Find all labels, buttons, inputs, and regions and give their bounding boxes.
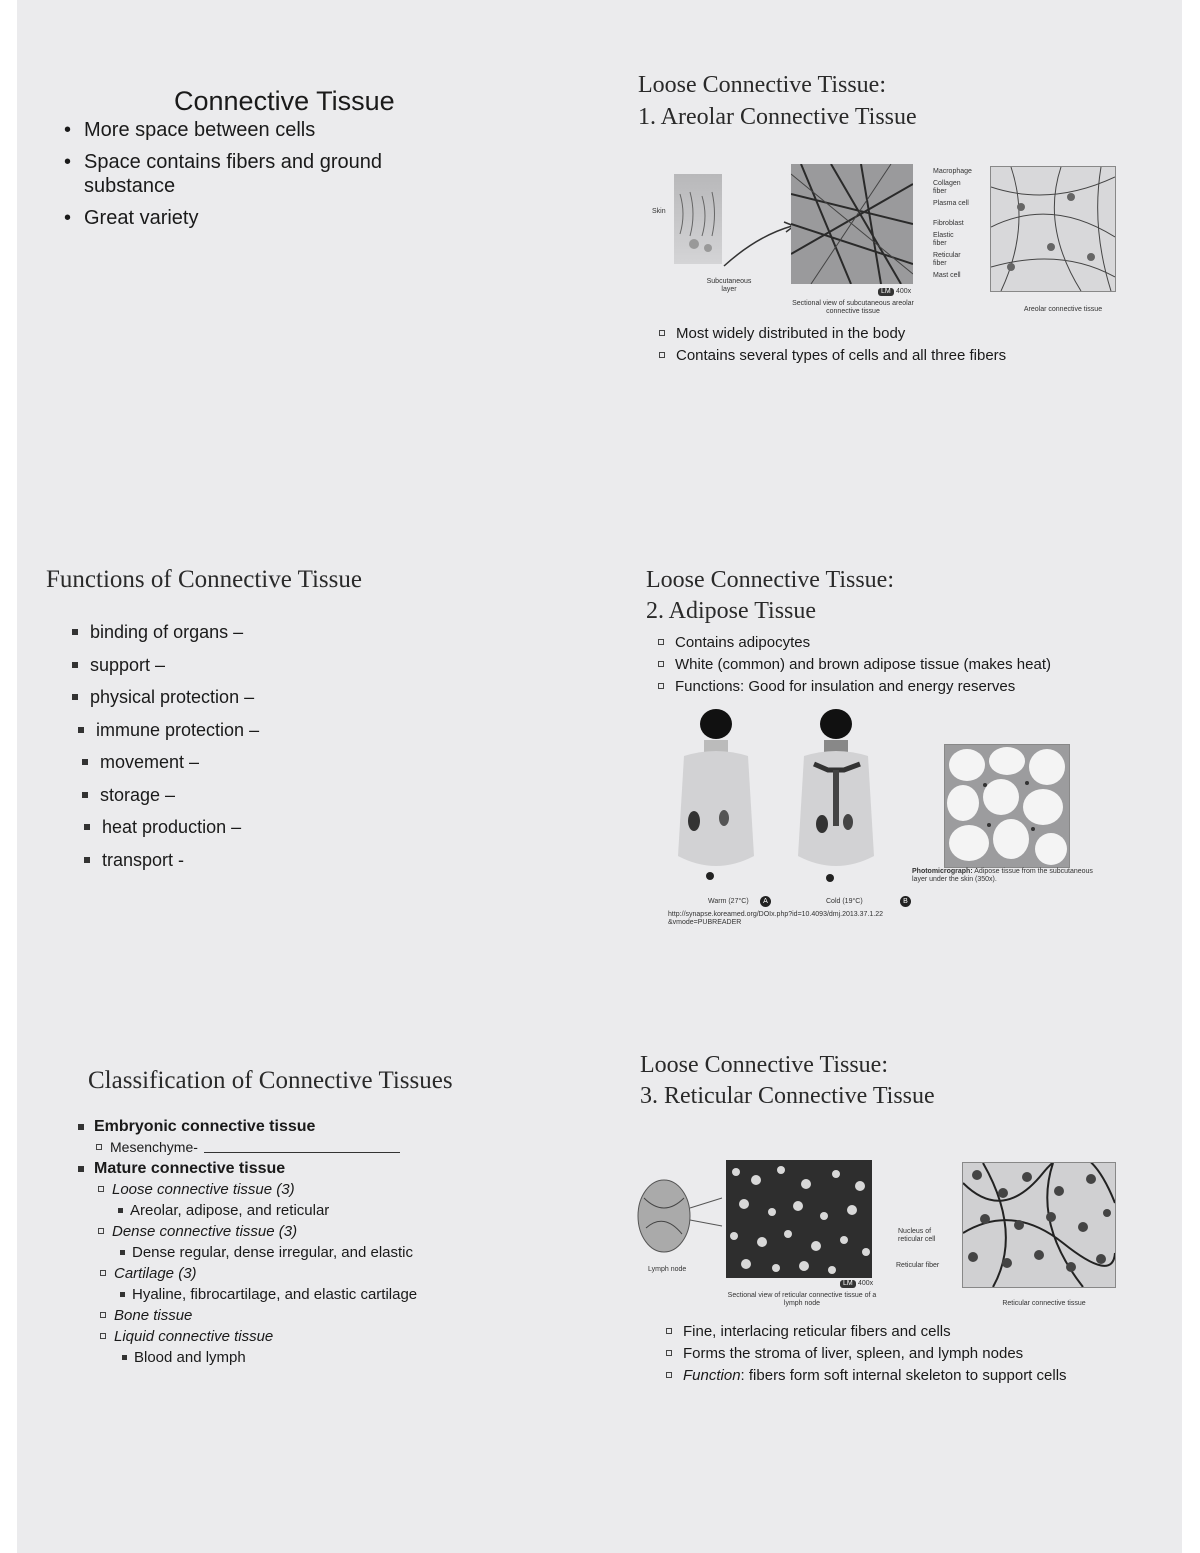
reticular-micrograph: [726, 1160, 872, 1278]
reticular-lm-text: LM: [843, 1280, 853, 1287]
callout-label: Plasma cell: [933, 200, 969, 207]
reticular-drawing: [962, 1162, 1116, 1288]
lymph-node-label: Lymph node: [648, 1266, 687, 1273]
slide6-title-line2: 3. Reticular Connective Tissue: [640, 1083, 935, 1109]
adipocyte-cells: [945, 745, 1069, 867]
adipose-caption-bold: Photomicrograph:: [912, 868, 973, 875]
dense-item: [78, 1223, 498, 1244]
function-text: : fibers form soft internal skeleton to support cells: [740, 1367, 1067, 1384]
slide6-bullet: Fine, interlacing reticular fibers and cells: [666, 1322, 1106, 1342]
function-item: binding of organs –: [72, 620, 392, 653]
areolar-drawing: [990, 166, 1116, 292]
reticular-figure: [634, 1158, 1118, 1314]
reticular-fiber-label: Reticular fiber: [896, 1262, 940, 1269]
areolar-figure: [648, 160, 1118, 318]
adipose-caption: [912, 868, 1098, 884]
dense-sub-text: Dense regular, dense irregular, and elastic: [132, 1244, 414, 1261]
pet-scan-warm: [664, 706, 774, 896]
slide4-bullet: White (common) and brown adipose tissue (makes heat): [658, 655, 1098, 675]
drawing-texture: [991, 167, 1115, 291]
lymph-node-illustration: [634, 1168, 724, 1278]
function-item: transport -: [84, 848, 392, 881]
slide4-title-line1: Loose Connective Tissue:: [646, 567, 895, 593]
bone-item: [78, 1307, 498, 1328]
callout-label: Collagen fiber: [933, 180, 961, 195]
adipose-caption-text: Adipose tissue from the subcutaneous layer under the skin (350x).: [912, 868, 1093, 883]
mature-text: Mature connective tissue: [94, 1160, 286, 1177]
slide3-title: Functions of Connective Tissue: [46, 566, 362, 593]
slide3-items: [72, 620, 392, 880]
mesenchyme-text: Mesenchyme-: [110, 1139, 198, 1155]
loose-sub-item: [78, 1202, 498, 1223]
adipose-micrograph: [944, 744, 1070, 868]
slide4-bullet: Contains adipocytes: [658, 633, 1098, 653]
reticular-caption-left: Sectional view of reticular connective tissue of a lymph node: [727, 1292, 877, 1307]
areolar-micrograph: [791, 164, 913, 284]
skin-label: Skin: [652, 208, 666, 215]
subcutaneous-label: Subcutaneous layer: [706, 278, 752, 293]
callout-label: Macrophage: [933, 168, 972, 175]
slide5-title: Classification of Connective Tissues: [88, 1067, 453, 1094]
function-item: physical protection –: [72, 685, 392, 718]
liquid-text: Liquid connective tissue: [114, 1328, 274, 1345]
callout-list: [933, 168, 993, 284]
cartilage-text: Cartilage (3): [114, 1265, 197, 1282]
cold-label: Cold (19°C): [826, 898, 863, 905]
liquid-item: [78, 1328, 498, 1349]
slide1-bullet: • Space contains fibers and ground substance: [62, 150, 422, 198]
callout-label: Reticular fiber: [933, 252, 961, 267]
loose-sub-text: Areolar, adipose, and reticular: [130, 1202, 330, 1219]
slide2-title-line2: 1. Areolar Connective Tissue: [638, 104, 917, 130]
slide1-bullets: [62, 118, 422, 238]
nucleus-label: Nucleus of reticular cell: [898, 1228, 936, 1243]
slide6-bullet: Forms the stroma of liver, spleen, and lymph nodes: [666, 1344, 1106, 1364]
dense-text: Dense connective tissue (3): [112, 1223, 298, 1240]
mature-item: [78, 1160, 498, 1181]
function-item: movement –: [82, 750, 392, 783]
slide6-bullet: [666, 1366, 1106, 1386]
skin-layers-illustration: [674, 174, 722, 264]
function-label: Function: [683, 1367, 741, 1384]
reticular-lm-badge: [840, 1280, 856, 1288]
slide2-title-line1: Loose Connective Tissue:: [638, 72, 887, 98]
reticular-micrograph-texture: [726, 1160, 872, 1278]
slide6-bullets: [666, 1322, 1106, 1388]
dense-sub-item: [78, 1244, 498, 1265]
cartilage-item: [78, 1265, 498, 1286]
embryonic-text: Embryonic connective tissue: [94, 1118, 316, 1135]
liquid-sub-text: Blood and lymph: [134, 1349, 246, 1366]
slide4-bullet: Functions: Good for insulation and energy reserves: [658, 677, 1098, 697]
function-item: immune protection –: [78, 718, 392, 751]
micrograph-texture: [791, 164, 913, 284]
lm-badge: [878, 288, 894, 296]
slide4-bullets: [658, 633, 1098, 699]
callout-label: Mast cell: [933, 272, 961, 279]
callout-label: Elastic fiber: [933, 232, 954, 247]
zoom-arrow: [722, 216, 802, 286]
slide6-title-line1: Loose Connective Tissue:: [640, 1052, 889, 1078]
reticular-drawing-texture: [963, 1163, 1115, 1287]
badge-b: B: [900, 896, 911, 907]
magnification: 400x: [896, 288, 912, 295]
reticular-caption-right: Reticular connective tissue: [1002, 1300, 1086, 1307]
figure-source-url: http://synapse.koreamed.org/DOIx.php?id=10.4093/dmj.2013.37.1.22 &vmode=PUBREADER: [668, 911, 884, 926]
areolar-caption-left: Sectional view of subcutaneous areolar connective tissue: [792, 300, 914, 315]
slide4-title-line2: 2. Adipose Tissue: [646, 598, 817, 624]
callout-label: Fibroblast: [933, 220, 964, 227]
slide1-bullet: • Great variety: [62, 206, 422, 230]
classification-outline: [78, 1118, 498, 1370]
pet-scan-figure: [664, 706, 914, 934]
areolar-caption-right: Areolar connective tissue: [1023, 306, 1103, 313]
slide1-bullet: • More space between cells: [62, 118, 422, 142]
loose-item: [78, 1181, 498, 1202]
bone-text: Bone tissue: [114, 1307, 193, 1324]
function-item: storage –: [82, 783, 392, 816]
cartilage-sub-item: [78, 1286, 498, 1307]
mesenchyme-item: [78, 1139, 498, 1160]
mesenchyme-blank-line: [204, 1152, 400, 1153]
slide2-bullet: Most widely distributed in the body: [659, 324, 1079, 344]
lm-text: LM: [881, 288, 891, 295]
skin-block-diagram: [674, 174, 722, 264]
function-item: heat production –: [84, 815, 392, 848]
pet-scan-cold: [784, 706, 894, 896]
slide2-bullet: Contains several types of cells and all three fibers: [659, 346, 1079, 366]
function-item: support –: [72, 653, 392, 686]
slide2-bullets: [659, 324, 1079, 368]
reticular-magnification: 400x: [858, 1280, 874, 1287]
loose-text: Loose connective tissue (3): [112, 1181, 295, 1198]
badge-a: A: [760, 896, 771, 907]
embryonic-item: [78, 1118, 498, 1139]
warm-label: Warm (27°C): [708, 898, 749, 905]
liquid-sub-item: [78, 1349, 498, 1370]
cartilage-sub-text: Hyaline, fibrocartilage, and elastic cartilage: [132, 1286, 418, 1303]
slide1-title: Connective Tissue: [174, 86, 395, 116]
